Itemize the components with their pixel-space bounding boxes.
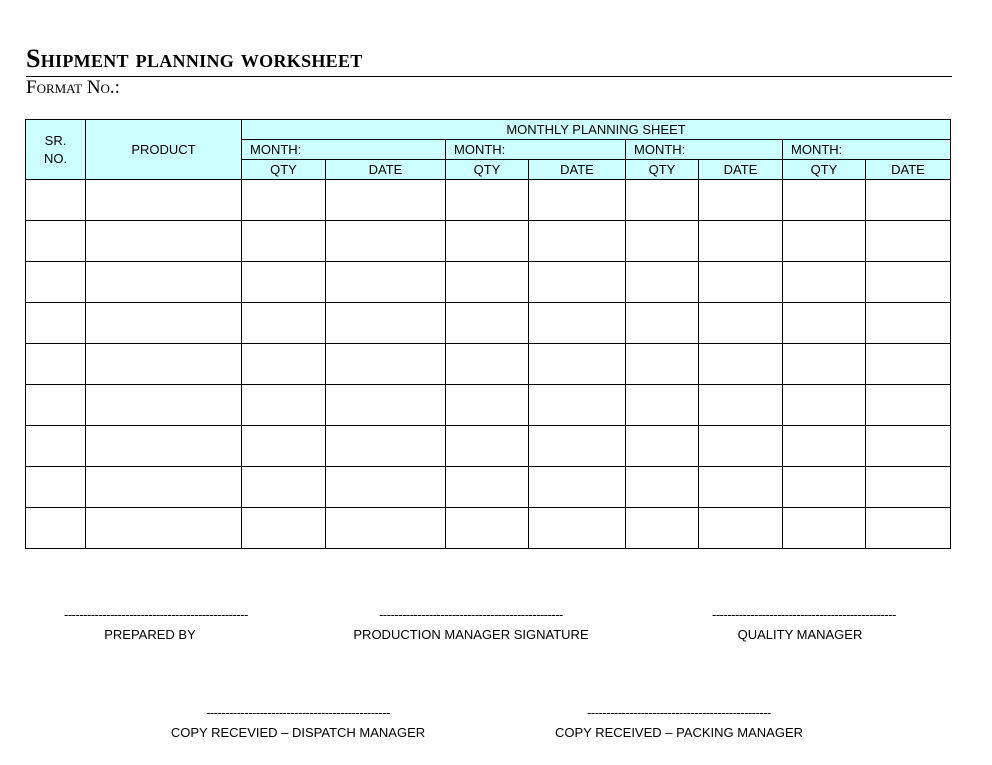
table-cell[interactable] [866, 426, 951, 467]
table-cell[interactable] [26, 385, 86, 426]
table-cell[interactable] [242, 508, 326, 549]
table-cell[interactable] [699, 426, 783, 467]
table-cell[interactable] [86, 467, 242, 508]
table-cell[interactable] [446, 344, 529, 385]
table-cell[interactable] [529, 180, 626, 221]
table-cell[interactable] [446, 303, 529, 344]
table-cell[interactable] [86, 344, 242, 385]
table-cell[interactable] [699, 467, 783, 508]
table-cell[interactable] [529, 467, 626, 508]
table-cell[interactable] [242, 221, 326, 262]
signature-prepared-by [64, 607, 248, 643]
month-header-4: MONTH: [783, 140, 951, 160]
table-cell[interactable] [326, 221, 446, 262]
table-cell[interactable] [446, 385, 529, 426]
table-cell[interactable] [446, 467, 529, 508]
copy-packing-label: COPY RECEIVED – PACKING MANAGER [554, 725, 804, 740]
table-row [26, 262, 951, 303]
table-row [26, 180, 951, 221]
table-cell[interactable] [446, 508, 529, 549]
table-cell[interactable] [242, 467, 326, 508]
table-cell[interactable] [699, 180, 783, 221]
title-underline [26, 76, 952, 77]
table-cell[interactable] [446, 221, 529, 262]
table-cell[interactable] [326, 262, 446, 303]
table-cell[interactable] [626, 385, 699, 426]
table-cell[interactable] [699, 221, 783, 262]
planning-table [25, 119, 951, 549]
table-cell[interactable] [326, 467, 446, 508]
table-cell[interactable] [783, 508, 866, 549]
table-cell[interactable] [699, 385, 783, 426]
table-row [26, 508, 951, 549]
qty-header-4: QTY [783, 160, 866, 180]
table-cell[interactable] [626, 508, 699, 549]
table-cell[interactable] [26, 303, 86, 344]
table-cell[interactable] [26, 508, 86, 549]
signature-line: ------------------------------------------------ [64, 607, 248, 622]
table-cell[interactable] [626, 467, 699, 508]
table-cell[interactable] [866, 385, 951, 426]
table-cell[interactable] [326, 508, 446, 549]
qty-header-2: QTY [446, 160, 529, 180]
table-cell[interactable] [699, 344, 783, 385]
month-header-1: MONTH: [242, 140, 446, 160]
table-cell[interactable] [529, 262, 626, 303]
table-cell[interactable] [86, 262, 242, 303]
table-cell[interactable] [626, 221, 699, 262]
table-cell[interactable] [783, 385, 866, 426]
table-cell[interactable] [626, 303, 699, 344]
sr-no-header [26, 120, 86, 180]
quality-manager-label: QUALITY MANAGER [737, 627, 863, 642]
signature-copy-dispatch [160, 705, 436, 741]
table-cell[interactable] [26, 426, 86, 467]
product-header: PRODUCT [86, 120, 242, 180]
table-cell[interactable] [699, 262, 783, 303]
copy-dispatch-label: COPY RECEVIED – DISPATCH MANAGER [170, 725, 426, 740]
table-cell[interactable] [326, 303, 446, 344]
table-cell[interactable] [783, 344, 866, 385]
table-cell[interactable] [699, 508, 783, 549]
table-cell[interactable] [529, 303, 626, 344]
table-cell[interactable] [866, 180, 951, 221]
table-cell[interactable] [866, 303, 951, 344]
worksheet-title: Shipment planning worksheet [26, 44, 363, 73]
table-row [26, 344, 951, 385]
table-cell[interactable] [783, 180, 866, 221]
table-row [26, 467, 951, 508]
table-cell[interactable] [326, 385, 446, 426]
date-header-3: DATE [699, 160, 783, 180]
signature-line: ------------------------------------------------ [712, 607, 896, 622]
table-cell[interactable] [866, 508, 951, 549]
signature-line: ------------------------------------------------ [587, 705, 771, 720]
table-cell[interactable] [326, 426, 446, 467]
qty-header-1: QTY [242, 160, 326, 180]
month-header-2: MONTH: [446, 140, 626, 160]
table-row [26, 385, 951, 426]
table-cell[interactable] [86, 508, 242, 549]
table-cell[interactable] [86, 426, 242, 467]
table-cell[interactable] [242, 180, 326, 221]
table-cell[interactable] [866, 221, 951, 262]
table-cell[interactable] [783, 426, 866, 467]
header-row-1 [26, 120, 951, 140]
table-cell[interactable] [866, 467, 951, 508]
table-cell[interactable] [446, 262, 529, 303]
table-cell[interactable] [242, 262, 326, 303]
signature-quality-manager [712, 607, 896, 643]
table-cell[interactable] [626, 180, 699, 221]
table-cell[interactable] [529, 426, 626, 467]
table-cell[interactable] [242, 426, 326, 467]
table-cell[interactable] [866, 262, 951, 303]
prepared-by-label: PREPARED BY [104, 627, 196, 642]
table-cell[interactable] [446, 426, 529, 467]
sr-no-header-text: SR. NO. [43, 132, 68, 166]
table-cell[interactable] [529, 385, 626, 426]
date-header-4: DATE [866, 160, 951, 180]
signature-line: ------------------------------------------------ [206, 705, 390, 720]
table-cell[interactable] [626, 426, 699, 467]
table-cell[interactable] [86, 303, 242, 344]
table-cell[interactable] [26, 180, 86, 221]
format-number-label: Format No.: [26, 77, 120, 98]
date-header-2: DATE [529, 160, 626, 180]
table-cell[interactable] [626, 344, 699, 385]
table-cell[interactable] [529, 221, 626, 262]
table-cell[interactable] [242, 303, 326, 344]
production-manager-label: PRODUCTION MANAGER SIGNATURE [353, 627, 589, 642]
month-header-3: MONTH: [626, 140, 783, 160]
date-header-1: DATE [326, 160, 446, 180]
table-cell[interactable] [783, 467, 866, 508]
table-cell[interactable] [26, 467, 86, 508]
table-cell[interactable] [699, 303, 783, 344]
table-cell[interactable] [26, 221, 86, 262]
table-cell[interactable] [26, 344, 86, 385]
table-cell[interactable] [529, 508, 626, 549]
signature-line: ------------------------------------------------ [379, 607, 563, 622]
table-cell[interactable] [866, 344, 951, 385]
table-cell[interactable] [86, 385, 242, 426]
table-row [26, 221, 951, 262]
table-row [26, 303, 951, 344]
table-cell[interactable] [446, 180, 529, 221]
table-cell[interactable] [242, 385, 326, 426]
signature-copy-packing [548, 705, 810, 741]
table-cell[interactable] [86, 180, 242, 221]
table-cell[interactable] [326, 180, 446, 221]
signature-production-manager [334, 607, 608, 643]
table-cell[interactable] [626, 262, 699, 303]
table-cell[interactable] [783, 221, 866, 262]
table-cell[interactable] [529, 344, 626, 385]
table-cell[interactable] [783, 262, 866, 303]
table-cell[interactable] [86, 221, 242, 262]
table-cell[interactable] [26, 262, 86, 303]
table-cell[interactable] [326, 344, 446, 385]
qty-header-3: QTY [626, 160, 699, 180]
table-cell[interactable] [242, 344, 326, 385]
table-row [26, 426, 951, 467]
monthly-planning-header: MONTHLY PLANNING SHEET [242, 120, 951, 140]
table-cell[interactable] [783, 303, 866, 344]
